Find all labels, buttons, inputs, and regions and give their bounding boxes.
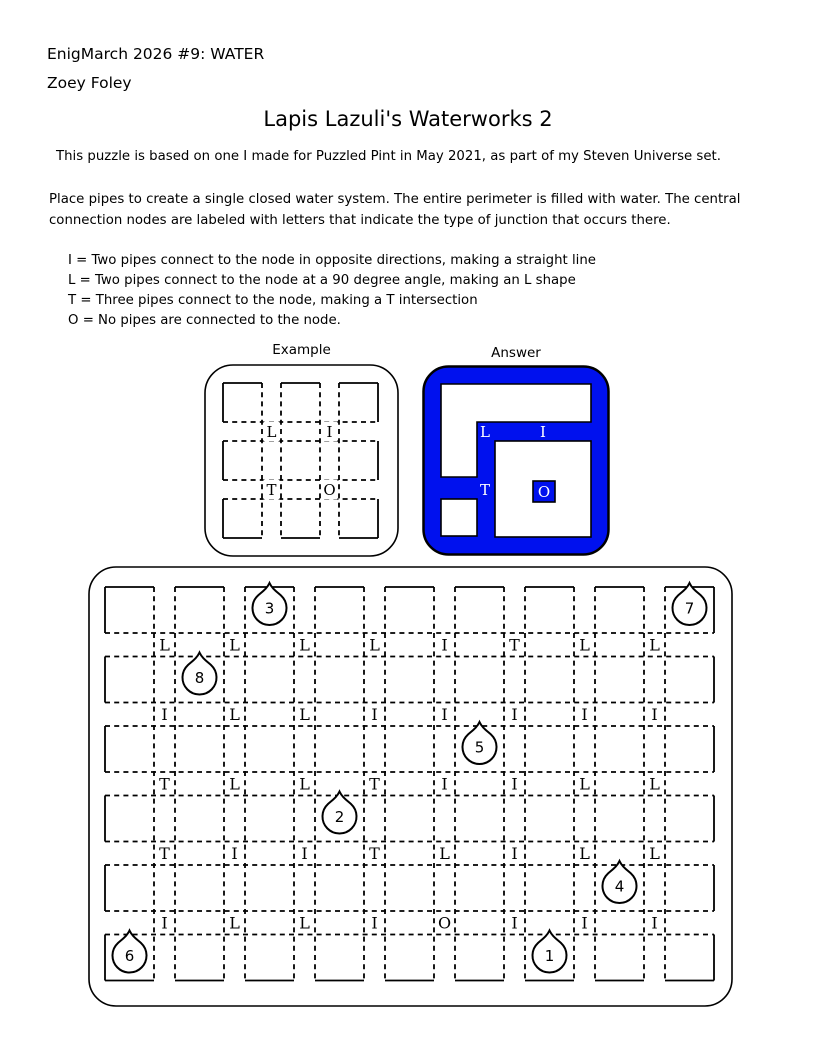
water-drop-number: 5 — [474, 738, 485, 757]
node-letter: L — [159, 635, 170, 655]
grid-frame — [205, 365, 398, 556]
page-title: Lapis Lazuli's Waterworks 2 — [263, 107, 553, 131]
node-letter: I — [441, 635, 448, 655]
node-letter: I — [511, 704, 518, 724]
node-letter: L — [229, 635, 240, 655]
node-letter: I — [441, 704, 448, 724]
answer-node-letter-O: O — [537, 483, 551, 501]
answer-node-letter-I: I — [540, 423, 546, 441]
node-letter: I — [441, 774, 448, 794]
legend-item-i: I = Two pipes connect to the node in opposite directions, making a straight line — [68, 253, 596, 268]
event-title: EnigMarch 2026 #9: WATER — [47, 45, 265, 63]
node-letter: L — [439, 843, 450, 863]
water-drop-number: 6 — [124, 947, 135, 965]
node-letter: L — [299, 913, 310, 933]
node-letter: L — [299, 635, 310, 655]
node-letter: T — [369, 843, 380, 863]
node-letter: L — [579, 635, 590, 655]
node-letter: L — [299, 774, 310, 794]
node-letter: I — [651, 913, 658, 933]
answer-node-letter-T: T — [479, 481, 491, 499]
node-letter: O — [323, 481, 336, 499]
node-letter: L — [649, 843, 660, 863]
node-letter: L — [369, 635, 380, 655]
rules-text: Place pipes to create a single closed water system. The entire perimeter is filled with water. The central connection nodes are labeled with letters that indicate the type of junction that occurs there. — [49, 192, 741, 228]
answer-label: Answer — [491, 345, 541, 361]
node-letter: I — [326, 423, 333, 441]
node-letter: I — [651, 704, 658, 724]
node-letter: I — [581, 913, 588, 933]
water-drop-number: 4 — [614, 877, 625, 896]
node-letter: L — [579, 843, 590, 863]
water-drop-number: 3 — [264, 599, 275, 618]
legend-item-o: O = No pipes are connected to the node. — [68, 313, 341, 328]
example-grid — [204, 364, 399, 561]
water-drop-number: 1 — [544, 947, 555, 965]
node-letter: L — [649, 774, 660, 794]
node-letter: I — [371, 704, 378, 724]
node-letter: I — [371, 913, 378, 933]
node-letter: I — [301, 843, 308, 863]
node-letter: L — [229, 913, 240, 933]
legend-item-t: T = Three pipes connect to the node, making a T intersection — [68, 293, 478, 308]
node-letter: I — [581, 704, 588, 724]
legend-item-l: L = Two pipes connect to the node at a 90 degree angle, making an L shape — [68, 273, 576, 288]
node-letter: I — [231, 843, 238, 863]
answer-diagram — [422, 365, 610, 560]
node-letter: L — [649, 635, 660, 655]
node-letter: T — [509, 635, 520, 655]
node-letter: I — [511, 774, 518, 794]
junction-legend — [68, 251, 768, 331]
example-label: Example — [272, 342, 331, 358]
node-letter: L — [229, 774, 240, 794]
node-letter: I — [161, 704, 168, 724]
node-letter: T — [369, 774, 380, 794]
water-drop-number: 2 — [334, 808, 345, 826]
answer-white-region-bottomleft — [441, 499, 477, 536]
intro-text: This puzzle is based on one I made for Puzzled Pint in May 2021, as part of my Steven Universe set. — [56, 149, 721, 164]
node-letter: L — [299, 704, 310, 724]
puzzle-grid — [88, 566, 733, 1011]
node-letter: L — [266, 423, 277, 441]
node-letter: I — [511, 913, 518, 933]
water-drop-number: 7 — [684, 599, 695, 618]
water-drop-number: 8 — [194, 669, 205, 687]
node-letter: I — [511, 843, 518, 863]
author-name: Zoey Foley — [47, 74, 132, 92]
node-letter: I — [161, 913, 168, 933]
node-letter: T — [266, 481, 277, 499]
node-letter: T — [159, 843, 170, 863]
node-letter: L — [229, 704, 240, 724]
node-letter: L — [579, 774, 590, 794]
node-letter: T — [159, 774, 170, 794]
answer-node-letter-L: L — [480, 423, 490, 441]
node-letter: O — [437, 913, 452, 933]
